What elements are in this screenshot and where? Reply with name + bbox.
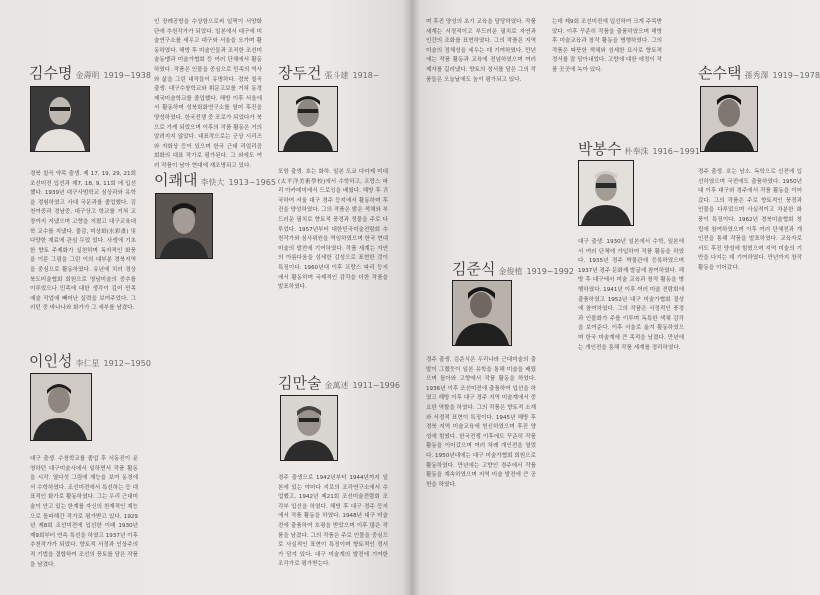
- bio-bak-bongsu: 대구 출생. 1930년 일본에서 수학, 일본에서 여러 단체에 가입하여 작품 활동을 하였다. 1935년 경주 박물관에 등록하였으며 1937년 경주 문화재 발굴에 참여하였다. 해방 후 대구에서 미술 교육과 창작 활동을 병행하였다. 1941년 이후 여러 미술 전람회에 출품하였고 1952년 대구 미술가협회 결성에 참여하였다. 그의 작품은 서정적인 풍경과 인물화가 주를 이루며 독특한 색채 감각을 보여준다. 이후 서울로 옮겨 활동하였으며 한국 미술계에 큰 족적을 남겼다. 만년에는 개인전을 통해 작품 세계를 정리하였다.: [578, 239, 684, 351]
- book-gutter: [402, 0, 420, 595]
- artist-name-kim-sumyeong: 김수명 金壽明 1919~1938: [29, 64, 151, 82]
- bio-kim-sumyeong: 경북 칠곡 약목 출생. 제 17, 19, 29, 21회 조선미전 입선과 제7, 18, 9, 11회 에 입선했다. 1939년 대구사범학교 심상과와 유학을 경험하였고 사대 국문과를 졸업했다. 김천여중과 경남중, 대구상고 학교를 거쳐 교장까지 지냈으며 고향을 지켰고 대구교육대학 교수를 지냈다. 물감, 미상화(水彩畫) 및 다양한 재료에 관심 두었 었다. 사생에 기초한 향토 주제화가 실천하며 독자적인 화풍을 이룬 그림을 그린 이의 대부분 경북지역을 중심으로 활동하였다. 유년에 치러 경상북도미술협회 회원으로 영남미술의 중추를 이루었으나 민족에 대한 생각이 깊어 민족예술 작업에 빼어난 실력을 보여주었다. 그러던 중 바나나와 화가가 그 세부를 남겼다.: [30, 171, 136, 312]
- portrait-icon: [701, 87, 757, 151]
- artist-name-lee-kwaedae: 이쾌대 李快大 1913~1965: [154, 171, 276, 189]
- portrait-photo-son-sutaek: [700, 86, 758, 152]
- bio-kim-mansul: 경주 출생으로 1942년부터 1944년까지 일본에 있는 야마다 지로의 조각연구소에서 수업했고, 1942년 제21회 조선미술전람회 조각부 입선을 하였다. 해방 후 대구 경주 등지에서 작품 활동을 하였다. 1948년 대구 미술전에 출품하여 호평을 받았으며 이후 많은 작품을 남겼다. 그의 작품은 주로 인물을 중심으로 사실적인 표현이 특징이며 향토적인 정서가 담겨 있다. 대구 미술계의 발전에 기여한 조각가로 평가받는다.: [278, 475, 388, 568]
- portrait-icon: [281, 396, 337, 460]
- bio-jang-dugeon: 포항 출생. 호는 화하. 일본 도쿄 다마제 미대(太平洋美術學校)에서 수학하고, 프랑스 파리 아카데미에서 드로잉을 배웠다. 해방 후 귀국하여 서울 대구 경주 등지에서 활동하며 후진을 양성하였다. 그의 작품은 밝은 색채와 부드러운 필치로 향토적 풍경과 정물을 주로 다루었다. 1957년부터 대한민국미술전람회 추천작가와 심사위원을 역임하였으며 한국 현대미술의 발전에 기여하였다. 작품 세계는 자연의 아름다움을 섬세한 감성으로 표현한 것이 특징이다. 1960년대 이후 프랑스 파리 등지에서 활동하며 국제적인 감각을 더한 작품을 발표하였다.: [278, 169, 388, 291]
- bio-kim-junsik: 경주 출생. 김준식은 우리나라 근대미술의 출발이 그랬듯이 일본 유학을 통해 미술을 배웠으며 돌아와 고향에서 작품 활동을 하였다. 1936년 이후 조선미전에 출품하여 입선을 하였고 해방 이후 대구 경주 지역 미술계에서 중요한 역할을 하였다. 그의 작품은 향토적 소재와 서정적 표현이 특징이다. 1945년 해방 후 경북 지역 미술교육에 헌신하였으며 후진 양성에 힘썼다. 한국전쟁 이후에도 꾸준히 작품 활동을 이어갔으며 여러 차례 개인전을 열었다. 1950년대에는 대구 미술가협회 회원으로 활동하였다. 만년에는 고향인 경주에서 작품 활동을 계속하였으며 지역 미술 발전에 큰 공헌을 하였다.: [426, 357, 536, 488]
- portrait-icon: [579, 161, 633, 225]
- bio-right-mid: 는데 제9회 조선미전에 입선하여 크게 주목받았다. 이후 꾸준히 작품을 출품하였으며 해방 후 미술교육과 창작 활동을 병행하였다. 그의 작품은 따뜻한 색채와 섬세한 묘사로 향토적 정서를 잘 담아내었다. 고향에 대한 애정이 작품 곳곳에 녹아 있다.: [552, 19, 662, 73]
- artist-name-lee-insung: 이인성 李仁星 1912~1950: [29, 352, 151, 370]
- bio-lee-kwaedae-top: 인 장례공방을 수상함으로써 일찍이 서양화단에 추천작가가 되었다. 일본에서 대구에 미술연구소를 세우고 대구와 서울을 오가며 활동하였다. 해방 후 미술인들과 조직한 조선미술동맹과 미술가협회 등 여러 단체에서 활동하였다. 작품은 인물을 중심으로 민족의 역사와 삶을 그린 대작들이 유명하다. 경북 칠곡 출생. 대구수창학교와 휘문고보를 거쳐 동경제국미술학교를 졸업했다. 해방 이후 서울에서 활동하며 성북회화연구소를 열어 후진을 양성하였다. 한국전쟁 중 포로가 되었다가 북으로 가게 되었으며 이후의 작품 활동은 거의 알려지지 않았다. 대표작으로는 군상 시리즈와 자화상 등이 있으며 한국 근대 리얼리즘 회화의 대표 작가로 평가된다. 그 외에도 여러 작품이 남아 현대에 재조명되고 있다.: [154, 19, 262, 169]
- artist-name-kim-junsik: 김준식 金俊植 1919~1992: [452, 260, 574, 278]
- portrait-photo-kim-sumyeong: [30, 86, 90, 152]
- portrait-photo-kim-mansul: [280, 395, 338, 461]
- artist-name-jang-dugeon: 장두건 張斗建 1918~: [278, 64, 380, 82]
- portrait-icon: [156, 194, 212, 258]
- artist-name-son-sutaek: 손수택 孫秀澤 1919~1978: [698, 64, 820, 82]
- portrait-icon: [31, 374, 91, 440]
- bio-lee-insung: 대구 출생. 수창학교를 졸업 후 서동진이 운영하던 대구미술사에서 일하면서 작품 활동을 시작. 열다섯 그림에 재능을 보여 동경에서 수학하였다. 조선미전에서 특선하는 등 대표적인 화가로 활동하였다. 그는 우리 근대미술이 안고 있는 한계를 자신의 천재적인 재능으로 돌파해간 작가로 평가받고 있다. 1929년 제8회 조선미전에 입선한 이래 1930년 제9회부터 연속 특선을 하였고 1937년 이후 추천작가가 되었다. 향토적 서정과 인상주의적 기법을 결합하여 조선의 풍토를 담은 작품을 남겼다.: [30, 456, 138, 568]
- portrait-photo-kim-junsik: [452, 280, 512, 346]
- bio-right-top: 며 후진 양성의 초기 교육을 담당하였다. 작품 세계는 서정적이고 부드러운 필치로 자연과 인간의 조화를 표현하였다. 그의 작품은 지역 미술의 정체성을 세우는 데 기여하였다. 만년에는 작품 활동과 교육에 전념하였으며 여러 제자를 길러냈다. 향토의 정서를 담은 그의 작품들은 오늘날에도 높이 평가되고 있다.: [426, 19, 536, 83]
- portrait-photo-jang-dugeon: [278, 86, 338, 152]
- portrait-icon: [453, 281, 511, 345]
- portrait-icon: [279, 87, 337, 151]
- artist-name-bak-bongsu: 박봉수 朴奉洙 1916~1991: [578, 140, 700, 158]
- portrait-icon: [31, 87, 89, 151]
- bio-son-sutaek: 경주 출생. 호는 남소. 독학으로 선전에 입선하였으며 국전에도 출품하였다. 1950년대 이후 대구와 경주에서 작품 활동을 이어갔다. 그의 작품은 주로 향토적인 풍경과 인물을 다루었으며 사실적이고 차분한 화풍이 특징이다. 1962년 경북미술협회 창립에 참여하였으며 이후 여러 단체전과 개인전을 통해 작품을 발표하였다. 교육자로서도 후진 양성에 힘썼으며 지역 미술의 기반을 다지는 데 기여하였다. 만년까지 창작 활동을 이어갔다.: [698, 169, 802, 271]
- portrait-photo-lee-kwaedae: [155, 193, 213, 259]
- artist-name-kim-mansul: 김만술 金萬述 1911~1996: [278, 374, 400, 392]
- portrait-photo-lee-insung: [30, 373, 92, 441]
- portrait-photo-bak-bongsu: [578, 160, 634, 226]
